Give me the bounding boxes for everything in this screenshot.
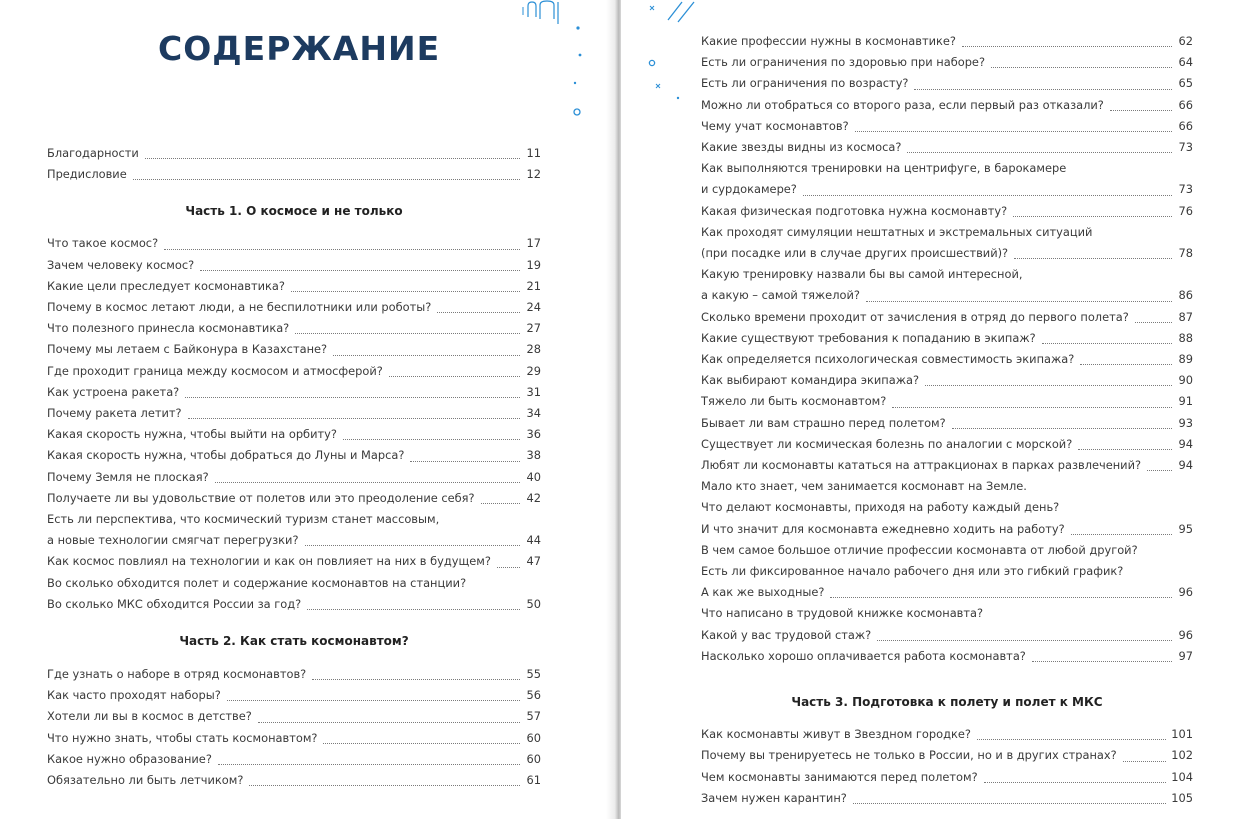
- toc-entry-page: 47: [526, 554, 541, 569]
- toc-entry: [47, 573, 541, 615]
- dot-leader: [977, 739, 1166, 740]
- toc-entry-row: [47, 233, 541, 254]
- toc-entry-page: 27: [526, 321, 541, 336]
- toc-entry: [701, 264, 1193, 306]
- toc-entry-page: 87: [1178, 309, 1193, 324]
- toc-entry-page: 31: [526, 384, 541, 399]
- toc-entry-row: [47, 728, 541, 749]
- toc-entry: [701, 328, 1193, 349]
- toc-entry: [47, 339, 541, 360]
- toc-entry-title: Есть ли ограничения по возрасту?: [701, 76, 909, 91]
- dot-leader: [305, 545, 520, 546]
- toc-entry: [701, 158, 1193, 200]
- dot-leader: [962, 46, 1172, 47]
- toc-entry-title: Почему в космос летают люди, а не беспилотники или роботы?: [47, 300, 432, 315]
- dot-leader: [1042, 343, 1172, 344]
- toc-entry: [701, 413, 1193, 434]
- toc-entry-page: 29: [526, 363, 541, 378]
- toc-entry: [47, 361, 541, 382]
- toc-entry-row: [701, 767, 1193, 788]
- toc-entry: [47, 143, 541, 164]
- toc-right: [701, 31, 1193, 809]
- dot-leader: [877, 640, 1172, 641]
- toc-entry-page: 12: [526, 167, 541, 182]
- toc-entry-row: [47, 382, 541, 403]
- toc-entry-row: [47, 706, 541, 727]
- toc-entry: [701, 137, 1193, 158]
- toc-entry-title: Какие звезды видны из космоса?: [701, 140, 902, 155]
- toc-entry-page: 21: [526, 278, 541, 293]
- dot-leader: [133, 179, 520, 180]
- toc-entry-title: Что нужно знать, чтобы стать космонавтом?: [47, 730, 318, 745]
- toc-entry: [47, 551, 541, 572]
- toc-entry-page: 89: [1178, 352, 1193, 367]
- toc-entry-title: Как определяется психологическая совместимость экипажа?: [701, 352, 1075, 367]
- toc-entry-title: Какая физическая подготовка нужна космонавту?: [701, 203, 1008, 218]
- dot-leader: [991, 67, 1172, 68]
- page-title: СОДЕРЖАНИЕ: [158, 29, 441, 68]
- toc-entry-row: [701, 179, 1193, 200]
- toc-entry-title: Как выбирают командира экипажа?: [701, 373, 919, 388]
- toc-entry: [47, 233, 541, 254]
- toc-entry-title: Чему учат космонавтов?: [701, 118, 849, 133]
- toc-entry: [47, 728, 541, 749]
- toc-entry: [701, 31, 1193, 52]
- toc-entry-row: [47, 749, 541, 770]
- toc-entry-page: 28: [526, 342, 541, 357]
- toc-entry-row: [47, 403, 541, 424]
- toc-entry-line: Как выполняются тренировки на центрифуге, в барокамере: [701, 161, 1067, 176]
- right-page: [621, 0, 1240, 819]
- toc-entry-title: Что такое космос?: [47, 236, 159, 251]
- toc-entry-row: [701, 582, 1193, 603]
- toc-entry-row: [47, 594, 541, 615]
- toc-entry-row: [701, 519, 1193, 540]
- dot-leader: [481, 503, 520, 504]
- toc-entry-page: 78: [1178, 246, 1193, 261]
- toc-entry: [47, 297, 541, 318]
- toc-entry-page: 38: [526, 448, 541, 463]
- dot-leader: [1147, 470, 1172, 471]
- toc-entry-title: Почему вы тренируетесь не только в России, но и в других странах?: [701, 748, 1117, 763]
- toc-entry-title: Во сколько МКС обходится России за год?: [47, 596, 302, 611]
- toc-entry-row: [47, 445, 541, 466]
- toc-entry: [701, 476, 1193, 540]
- toc-entry-row: [701, 788, 1193, 809]
- toc-entry-page: 96: [1178, 585, 1193, 600]
- section-heading-part3: Часть 3. Подготовка к полету и полет к МКС: [791, 695, 1103, 710]
- toc-entry-row: [701, 370, 1193, 391]
- dot-leader: [892, 407, 1172, 408]
- toc-entry: [47, 685, 541, 706]
- toc-entry: [47, 488, 541, 509]
- dot-leader: [258, 722, 520, 723]
- toc-entry-title: Любят ли космонавты кататься на аттракционах в парках развлечений?: [701, 458, 1142, 473]
- toc-entry-page: 104: [1171, 769, 1193, 784]
- toc-entry-line: В чем самое большое отличие профессии космонавта от любой другой?: [701, 542, 1138, 557]
- toc-entry-row: [701, 349, 1193, 370]
- toc-entry-line: Как проходят симуляции нештатных и экстремальных ситуаций: [701, 224, 1093, 239]
- toc-entry-row: [701, 95, 1193, 116]
- toc-entry-title: а какую – самой тяжелой?: [701, 288, 860, 303]
- dot-leader: [312, 679, 520, 680]
- left-page: [0, 0, 616, 819]
- toc-entry-page: 65: [1178, 76, 1193, 91]
- toc-entry-line: Во сколько обходится полет и содержание космонавтов на станции?: [47, 575, 467, 590]
- toc-entry-row: [701, 201, 1193, 222]
- toc-entry-title: Какая скорость нужна, чтобы добраться до Луны и Марса?: [47, 448, 405, 463]
- toc-entry-title: Тяжело ли быть космонавтом?: [701, 394, 887, 409]
- toc-entry-row: [47, 339, 541, 360]
- toc-entry-title: Хотели ли вы в космос в детстве?: [47, 709, 252, 724]
- toc-entry-title: а новые технологии смягчат перегрузки?: [47, 533, 299, 548]
- dot-leader: [803, 195, 1172, 196]
- toc-entry-title: Почему Земля не плоская?: [47, 469, 209, 484]
- dot-leader: [1014, 258, 1172, 259]
- dot-leader: [830, 597, 1172, 598]
- space-decoration-icon: [646, 0, 706, 100]
- toc-entry-row: [47, 664, 541, 685]
- dot-leader: [389, 376, 520, 377]
- toc-entry-row: [701, 73, 1193, 94]
- dot-leader: [343, 439, 520, 440]
- dot-leader: [1032, 661, 1172, 662]
- toc-entry-row: [701, 52, 1193, 73]
- toc-entry-title: Как космос повлиял на технологии и как он повлияет на них в будущем?: [47, 554, 491, 569]
- toc-entry-page: 86: [1178, 288, 1193, 303]
- toc-entry: [47, 318, 541, 339]
- dot-leader: [497, 567, 520, 568]
- toc-entry-title: (при посадке или в случае других происшествий)?: [701, 246, 1009, 261]
- dot-leader: [853, 803, 1166, 804]
- toc-entry-page: 105: [1171, 790, 1193, 805]
- dot-leader: [323, 743, 520, 744]
- dot-leader: [437, 312, 520, 313]
- toc-entry-title: И что значит для космонавта ежедневно ходить на работу?: [701, 521, 1065, 536]
- toc-entry-row: [47, 143, 541, 164]
- toc-entry-title: Можно ли отобраться со второго раза, если первый раз отказали?: [701, 97, 1104, 112]
- toc-entry-page: 40: [526, 469, 541, 484]
- toc-entry-row: [47, 685, 541, 706]
- dot-leader: [1135, 322, 1172, 323]
- toc-entry: [701, 52, 1193, 73]
- toc-entry-row: [47, 255, 541, 276]
- toc-entry-row: [47, 530, 541, 551]
- toc-entry-page: 76: [1178, 203, 1193, 218]
- toc-entry-title: Какой у вас трудовой стаж?: [701, 627, 872, 642]
- dot-leader: [1013, 216, 1172, 217]
- toc-entry-line: Мало кто знает, чем занимается космонавт на Земле.: [701, 479, 1027, 494]
- toc-entry-page: 73: [1178, 182, 1193, 197]
- toc-entry-page: 102: [1171, 748, 1193, 763]
- toc-entry-row: [701, 307, 1193, 328]
- toc-entry-title: Благодарности: [47, 146, 139, 160]
- toc-entry: [47, 445, 541, 466]
- toc-entry-page: 94: [1178, 458, 1193, 473]
- toc-entry-page: 57: [526, 709, 541, 724]
- toc-entry-page: 97: [1178, 648, 1193, 663]
- toc-entry-title: Какие профессии нужны в космонавтике?: [701, 34, 956, 48]
- toc-entry: [701, 767, 1193, 788]
- toc-entry-title: Как устроена ракета?: [47, 384, 180, 399]
- toc-entry-line: Что написано в трудовой книжке космонавта?: [701, 606, 984, 621]
- toc-entry-title: Чем космонавты занимаются перед полетом?: [701, 769, 978, 784]
- dot-leader: [866, 301, 1172, 302]
- toc-entry-page: 62: [1178, 34, 1193, 48]
- toc-entry: [701, 391, 1193, 412]
- toc-entry-row: [701, 243, 1193, 264]
- toc-entry-line: Что делают космонавты, приходя на работу каждый день?: [701, 500, 1060, 515]
- toc-entry: [701, 307, 1193, 328]
- toc-entry-title: Что полезного принесла космонавтика?: [47, 321, 290, 336]
- toc-entry: [701, 201, 1193, 222]
- dot-leader: [333, 355, 520, 356]
- toc-entry-page: 96: [1178, 627, 1193, 642]
- toc-entry: [701, 788, 1193, 809]
- dot-leader: [907, 152, 1172, 153]
- toc-entry-page: 42: [526, 490, 541, 505]
- toc-entry: [47, 749, 541, 770]
- toc-entry: [47, 276, 541, 297]
- toc-entry-row: [701, 625, 1193, 646]
- toc-entry-page: 34: [526, 406, 541, 421]
- toc-entry-page: 24: [526, 300, 541, 315]
- toc-entry-page: 66: [1178, 118, 1193, 133]
- toc-entry-row: [701, 116, 1193, 137]
- toc-entry-page: 61: [526, 773, 541, 788]
- toc-entry: [47, 467, 541, 488]
- dot-leader: [215, 482, 520, 483]
- toc-entry: [47, 403, 541, 424]
- toc-entry-page: 95: [1178, 521, 1193, 536]
- toc-entry-row: [701, 391, 1193, 412]
- dot-leader: [295, 333, 520, 334]
- dot-leader: [145, 158, 520, 159]
- section-heading-part1: Часть 1. О космосе и не только: [185, 204, 403, 219]
- toc-entry-title: Существует ли космическая болезнь по аналогии с морской?: [701, 436, 1073, 451]
- dot-leader: [307, 609, 520, 610]
- toc-entry-page: 17: [526, 236, 541, 251]
- dot-leader: [855, 131, 1172, 132]
- dot-leader: [925, 385, 1172, 386]
- toc-entry-row: [701, 413, 1193, 434]
- toc-entry-line: Есть ли перспектива, что космический туризм станет массовым,: [47, 512, 440, 527]
- toc-entry: [701, 370, 1193, 391]
- toc-entry: [701, 222, 1193, 264]
- toc-entry-page: 50: [526, 596, 541, 611]
- toc-entry-row: [701, 434, 1193, 455]
- toc-entry-title: Как часто проходят наборы?: [47, 688, 221, 703]
- toc-entry-title: Сколько времени проходит от зачисления в отряд до первого полета?: [701, 309, 1129, 324]
- dot-leader: [164, 249, 520, 250]
- toc-entry-line: Какую тренировку назвали бы вы самой интересной,: [701, 267, 1023, 282]
- dot-leader: [218, 764, 520, 765]
- toc-entry-row: [47, 551, 541, 572]
- dot-leader: [984, 782, 1167, 783]
- toc-entry-row: [47, 361, 541, 382]
- toc-entry-row: [47, 276, 541, 297]
- dot-leader: [227, 700, 520, 701]
- dot-leader: [1123, 761, 1167, 762]
- toc-entry-title: Предисловие: [47, 167, 127, 182]
- toc-entry-title: Какая скорость нужна, чтобы выйти на орбиту?: [47, 427, 337, 442]
- toc-entry: [701, 349, 1193, 370]
- dot-leader: [1071, 534, 1172, 535]
- dot-leader: [291, 291, 520, 292]
- toc-entry: [701, 95, 1193, 116]
- toc-entry-page: 60: [526, 751, 541, 766]
- toc-entry: [47, 509, 541, 551]
- toc-entry: [701, 603, 1193, 645]
- toc-entry-row: [47, 318, 541, 339]
- toc-entry-row: [47, 770, 541, 791]
- toc-entry-title: Бывает ли вам страшно перед полетом?: [701, 415, 946, 430]
- toc-entry-row: [701, 646, 1193, 667]
- toc-entry: [47, 255, 541, 276]
- toc-entry-page: 11: [526, 146, 541, 160]
- toc-entry-row: [47, 467, 541, 488]
- dot-leader: [1080, 364, 1172, 365]
- toc-entry-title: Почему мы летаем с Байконура в Казахстане?: [47, 342, 328, 357]
- toc-entry-title: Насколько хорошо оплачивается работа космонавта?: [701, 648, 1026, 663]
- toc-entry-page: 64: [1178, 55, 1193, 70]
- toc-entry-page: 101: [1171, 727, 1193, 742]
- toc-entry-title: А как же выходные?: [701, 585, 825, 600]
- toc-entry-row: [47, 424, 541, 445]
- toc-entry-page: 55: [526, 667, 541, 682]
- toc-entry-title: Как космонавты живут в Звездном городке?: [701, 727, 971, 742]
- toc-entry-title: Почему ракета летит?: [47, 406, 182, 421]
- toc-entry-title: Где проходит граница между космосом и атмосферой?: [47, 363, 383, 378]
- dot-leader: [1078, 449, 1172, 450]
- toc-entry-row: [701, 31, 1193, 52]
- toc-entry-row: [701, 328, 1193, 349]
- toc-entry-row: [701, 137, 1193, 158]
- toc-entry-page: 94: [1178, 436, 1193, 451]
- toc-entry-page: 73: [1178, 140, 1193, 155]
- dot-leader: [952, 428, 1172, 429]
- toc-entry: [701, 540, 1193, 604]
- toc-entry-page: 19: [526, 257, 541, 272]
- dot-leader: [200, 270, 520, 271]
- toc-entry: [47, 706, 541, 727]
- toc-entry: [47, 664, 541, 685]
- toc-entry-page: 90: [1178, 373, 1193, 388]
- toc-entry-page: 66: [1178, 97, 1193, 112]
- toc-entry-title: Где узнать о наборе в отряд космонавтов?: [47, 667, 307, 682]
- toc-entry-line: Есть ли фиксированное начало рабочего дня или это гибкий график?: [701, 564, 1124, 579]
- toc-entry: [701, 73, 1193, 94]
- toc-entry-row: [701, 724, 1193, 745]
- toc-entry: [47, 770, 541, 791]
- toc-entry-page: 93: [1178, 415, 1193, 430]
- toc-left: [47, 143, 541, 791]
- space-decoration-icon: [520, 0, 590, 122]
- toc-entry: [701, 724, 1193, 745]
- toc-entry: [47, 424, 541, 445]
- toc-entry-page: 60: [526, 730, 541, 745]
- toc-entry-page: 91: [1178, 394, 1193, 409]
- toc-entry-title: и сурдокамере?: [701, 182, 797, 197]
- toc-entry: [47, 382, 541, 403]
- dot-leader: [914, 89, 1172, 90]
- toc-entry-row: [47, 297, 541, 318]
- toc-entry: [47, 164, 541, 185]
- toc-entry-page: 44: [526, 533, 541, 548]
- toc-entry-row: [47, 164, 541, 185]
- section-heading-part2: Часть 2. Как стать космонавтом?: [179, 634, 409, 649]
- toc-entry-title: Какие существуют требования к попаданию в экипаж?: [701, 330, 1036, 345]
- toc-entry-title: Получаете ли вы удовольствие от полетов или это преодоление себя?: [47, 490, 475, 505]
- toc-entry-title: Какое нужно образование?: [47, 751, 212, 766]
- toc-entry: [701, 646, 1193, 667]
- toc-entry: [701, 116, 1193, 137]
- toc-entry: [701, 434, 1193, 455]
- toc-entry-title: Какие цели преследует космонавтика?: [47, 278, 285, 293]
- dot-leader: [185, 397, 520, 398]
- dot-leader: [1110, 110, 1172, 111]
- toc-entry-row: [701, 285, 1193, 306]
- dot-leader: [249, 785, 520, 786]
- toc-entry-title: Есть ли ограничения по здоровью при наборе?: [701, 55, 985, 70]
- toc-entry-title: Обязательно ли быть летчиком?: [47, 773, 244, 788]
- toc-entry-row: [701, 455, 1193, 476]
- toc-entry-page: 36: [526, 427, 541, 442]
- toc-entry-title: Зачем нужен карантин?: [701, 790, 847, 805]
- dot-leader: [410, 461, 520, 462]
- toc-entry: [701, 745, 1193, 766]
- toc-entry-title: Зачем человеку космос?: [47, 257, 195, 272]
- dot-leader: [188, 418, 520, 419]
- toc-entry-page: 88: [1178, 330, 1193, 345]
- toc-entry: [701, 455, 1193, 476]
- toc-entry-row: [701, 745, 1193, 766]
- toc-entry-row: [47, 488, 541, 509]
- toc-entry-page: 56: [526, 688, 541, 703]
